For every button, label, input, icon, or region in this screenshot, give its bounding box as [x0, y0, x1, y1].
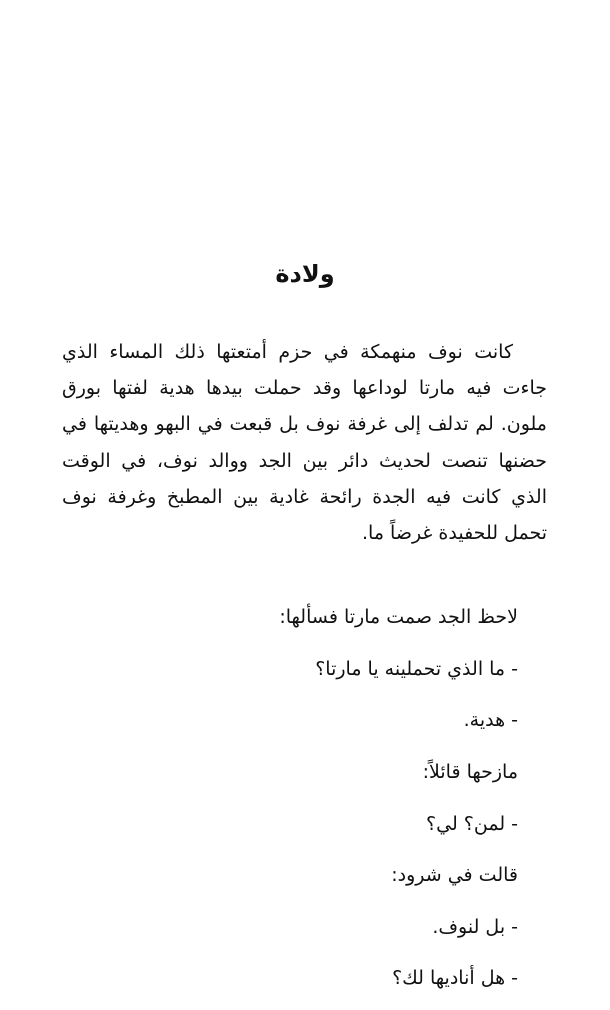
- dialogue-line: مازحها قائلاً:: [422, 761, 518, 783]
- body-paragraph: كانت نوف منهمكة في حزم أمتعتها ذلك المساء الذي جاءت فيه مارتا لوداعها وقد حملت بيدها هدية لفتها بورق ملون. لم تدلف إلى غرفة نوف بل قبعت في البهو وهديتها في حضنها تنصت لحديث دائر بين الجد ووالد نوف، في الوقت الذي كانت فيه الجدة رائحة غادية بين المطبخ وغرفة نوف تحمل للحفيدة غرضاً ما.: [62, 341, 547, 545]
- chapter-title: ولادة: [275, 260, 335, 288]
- dialogue-line: - هل أناديها لك؟: [392, 967, 518, 989]
- dialogue-line: - لمن؟ لي؟: [426, 813, 518, 835]
- dialogue-line: قالت في شرود:: [391, 864, 518, 886]
- dialogue-line: - بل لنوف.: [432, 916, 518, 938]
- dialogue-line: - ما الذي تحملينه يا مارتا؟: [315, 658, 518, 680]
- dialogue-line: لاحظ الجد صمت مارتا فسألها:: [279, 606, 518, 628]
- dialogue-line: - هدية.: [463, 709, 518, 731]
